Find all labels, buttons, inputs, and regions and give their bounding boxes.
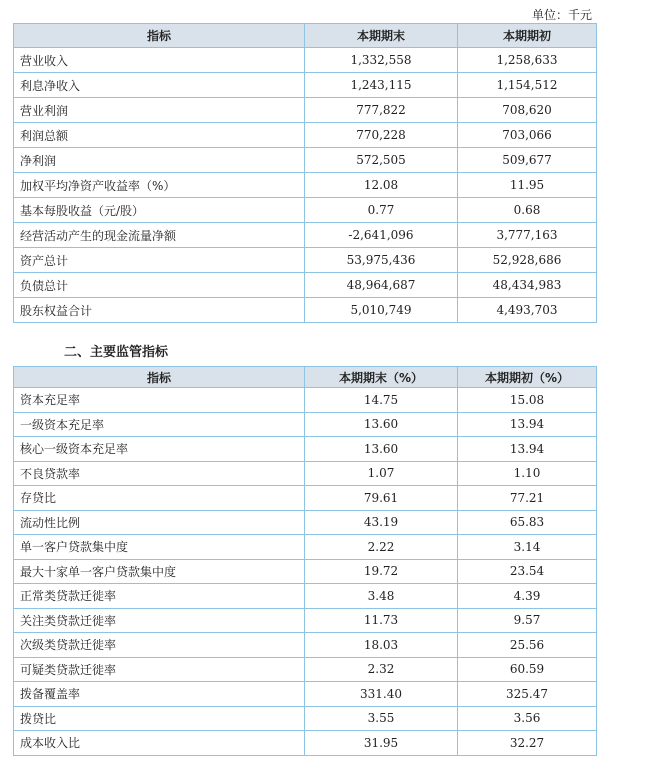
indicator-name: 关注类贷款迁徙率 [14, 608, 305, 633]
table-row [14, 223, 597, 248]
period-start-value: 60.59 [458, 657, 597, 682]
period-start-value: 65.83 [458, 510, 597, 535]
indicator-name: 股东权益合计 [14, 298, 305, 323]
period-start-value: 25.56 [458, 633, 597, 658]
period-start-value: 325.47 [458, 682, 597, 707]
period-end-value: 3.48 [305, 584, 458, 609]
table-row [14, 559, 597, 584]
period-start-value: 509,677 [458, 148, 597, 173]
period-end-value: 1,243,115 [305, 73, 458, 98]
table-row [14, 682, 597, 707]
indicator-name: 资产总计 [14, 248, 305, 273]
indicator-name: 基本每股收益（元/股） [14, 198, 305, 223]
table-row [14, 123, 597, 148]
period-start-value: 77.21 [458, 486, 597, 511]
period-end-value: 19.72 [305, 559, 458, 584]
indicator-name: 拨贷比 [14, 706, 305, 731]
unit-label: 单位：千元 [532, 8, 593, 22]
period-end-value: 2.22 [305, 535, 458, 560]
period-end-value: 11.73 [305, 608, 458, 633]
table-row [14, 173, 597, 198]
indicator-name: 利润总额 [14, 123, 305, 148]
period-start-value: 1,154,512 [458, 73, 597, 98]
table-row [14, 73, 597, 98]
period-end-value: 13.60 [305, 437, 458, 462]
table-row [14, 731, 597, 756]
period-start-value: 15.08 [458, 388, 597, 413]
table-row [14, 298, 597, 323]
indicator-name: 营业利润 [14, 98, 305, 123]
period-start-value: 4,493,703 [458, 298, 597, 323]
column-header-period-end: 本期期末（%） [305, 367, 458, 388]
section-title-regulatory-indicators: 二、主要监管指标 [64, 345, 169, 360]
column-header-indicator: 指标 [14, 24, 305, 48]
table-row [14, 486, 597, 511]
period-end-value: 79.61 [305, 486, 458, 511]
table-row [14, 608, 597, 633]
period-start-value: 13.94 [458, 412, 597, 437]
period-start-value: 4.39 [458, 584, 597, 609]
period-end-value: 2.32 [305, 657, 458, 682]
period-start-value: 9.57 [458, 608, 597, 633]
period-end-value: 53,975,436 [305, 248, 458, 273]
table-row [14, 584, 597, 609]
indicator-name: 负债总计 [14, 273, 305, 298]
indicator-name: 单一客户贷款集中度 [14, 535, 305, 560]
period-start-value: 1.10 [458, 461, 597, 486]
period-end-value: 43.19 [305, 510, 458, 535]
table-row [14, 706, 597, 731]
indicator-name: 不良贷款率 [14, 461, 305, 486]
period-start-value: 708,620 [458, 98, 597, 123]
period-start-value: 13.94 [458, 437, 597, 462]
indicator-name: 资本充足率 [14, 388, 305, 413]
period-end-value: 0.77 [305, 198, 458, 223]
indicator-name: 核心一级资本充足率 [14, 437, 305, 462]
period-start-value: 52,928,686 [458, 248, 597, 273]
table-row [14, 633, 597, 658]
period-end-value: 1,332,558 [305, 48, 458, 73]
period-end-value: 48,964,687 [305, 273, 458, 298]
column-header-period-end: 本期期末 [305, 24, 458, 48]
period-end-value: 777,822 [305, 98, 458, 123]
table-row [14, 198, 597, 223]
period-end-value: 3.55 [305, 706, 458, 731]
period-start-value: 703,066 [458, 123, 597, 148]
period-end-value: 770,228 [305, 123, 458, 148]
financial-summary-table [13, 23, 597, 323]
table-row [14, 437, 597, 462]
table-row [14, 98, 597, 123]
period-start-value: 48,434,983 [458, 273, 597, 298]
indicator-name: 经营活动产生的现金流量净额 [14, 223, 305, 248]
indicator-name: 净利润 [14, 148, 305, 173]
table-row [14, 48, 597, 73]
table-row [14, 248, 597, 273]
period-start-value: 0.68 [458, 198, 597, 223]
period-start-value: 1,258,633 [458, 48, 597, 73]
table-row [14, 388, 597, 413]
period-end-value: 31.95 [305, 731, 458, 756]
indicator-name: 存贷比 [14, 486, 305, 511]
table-row [14, 412, 597, 437]
indicator-name: 拨备覆盖率 [14, 682, 305, 707]
period-start-value: 11.95 [458, 173, 597, 198]
period-start-value: 32.27 [458, 731, 597, 756]
indicator-name: 利息净收入 [14, 73, 305, 98]
indicator-name: 次级类贷款迁徙率 [14, 633, 305, 658]
indicator-name: 加权平均净资产收益率（%） [14, 173, 305, 198]
table-row [14, 461, 597, 486]
period-end-value: 14.75 [305, 388, 458, 413]
indicator-name: 最大十家单一客户贷款集中度 [14, 559, 305, 584]
period-end-value: 331.40 [305, 682, 458, 707]
table-row [14, 510, 597, 535]
indicator-name: 营业收入 [14, 48, 305, 73]
indicator-name: 一级资本充足率 [14, 412, 305, 437]
indicator-name: 流动性比例 [14, 510, 305, 535]
period-start-value: 23.54 [458, 559, 597, 584]
period-start-value: 3.56 [458, 706, 597, 731]
table-header-row [14, 367, 597, 388]
indicator-name: 正常类贷款迁徙率 [14, 584, 305, 609]
regulatory-indicators-table [13, 366, 597, 756]
period-end-value: 5,010,749 [305, 298, 458, 323]
table-row [14, 148, 597, 173]
period-end-value: 572,505 [305, 148, 458, 173]
period-start-value: 3,777,163 [458, 223, 597, 248]
indicator-name: 成本收入比 [14, 731, 305, 756]
table-header-row [14, 24, 597, 48]
period-end-value: 12.08 [305, 173, 458, 198]
table-row [14, 535, 597, 560]
indicator-name: 可疑类贷款迁徙率 [14, 657, 305, 682]
period-end-value: 18.03 [305, 633, 458, 658]
period-end-value: 1.07 [305, 461, 458, 486]
period-end-value: 13.60 [305, 412, 458, 437]
table-row [14, 273, 597, 298]
column-header-indicator: 指标 [14, 367, 305, 388]
period-start-value: 3.14 [458, 535, 597, 560]
column-header-period-start: 本期期初（%） [458, 367, 597, 388]
period-end-value: -2,641,096 [305, 223, 458, 248]
table-row [14, 657, 597, 682]
column-header-period-start: 本期期初 [458, 24, 597, 48]
